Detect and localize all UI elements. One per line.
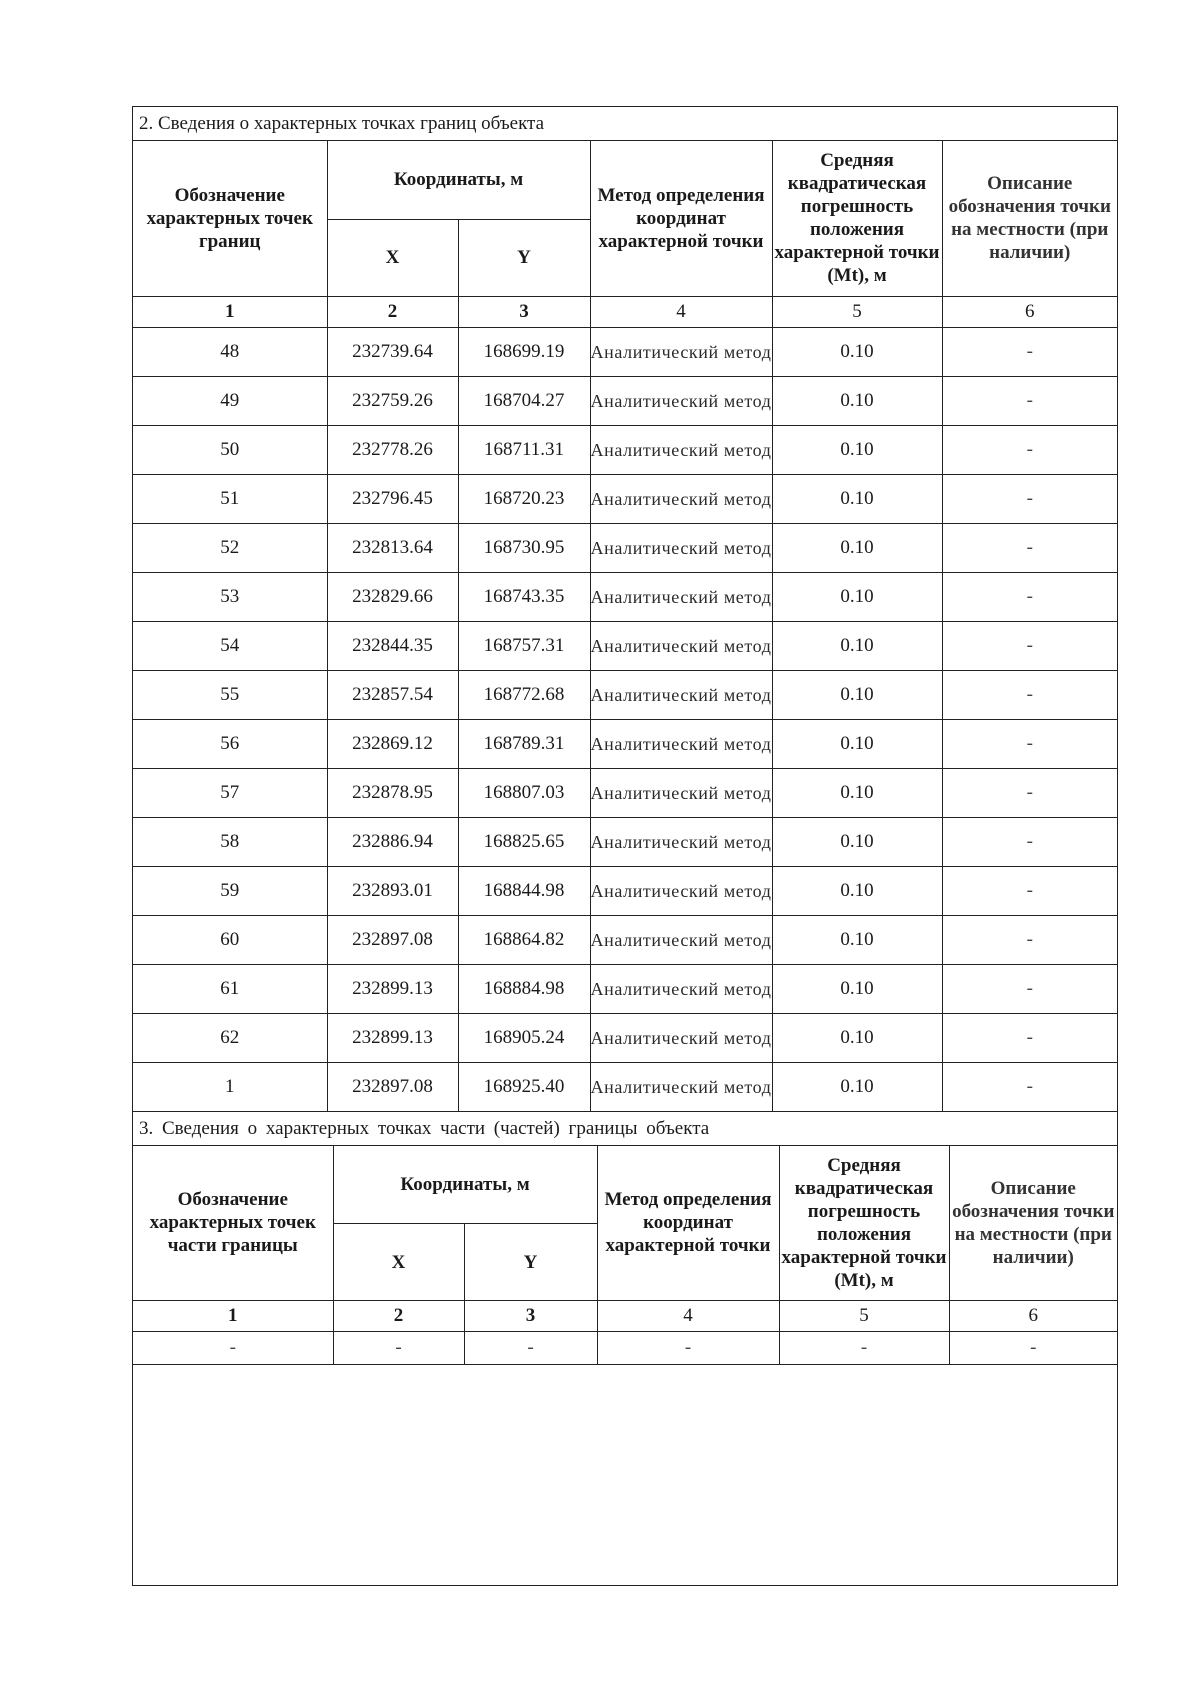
x-coordinate-cell: 232844.35 bbox=[327, 621, 458, 670]
x-coordinate-cell: 232813.64 bbox=[327, 523, 458, 572]
header-coords: Координаты, м bbox=[327, 141, 590, 219]
col-number: 5 bbox=[779, 1301, 949, 1332]
error-cell: 0.10 bbox=[772, 523, 942, 572]
table-row bbox=[133, 1013, 1117, 1062]
col-number: 4 bbox=[597, 1301, 779, 1332]
header-x: X bbox=[327, 219, 458, 296]
x-coordinate-cell: 232829.66 bbox=[327, 572, 458, 621]
method-cell: Аналитический метод bbox=[590, 719, 772, 768]
error-cell: 0.10 bbox=[772, 670, 942, 719]
error-cell: 0.10 bbox=[772, 964, 942, 1013]
table-row bbox=[133, 572, 1117, 621]
header-designation: Обозначение характерных точек границ bbox=[133, 141, 327, 296]
col-number: 5 bbox=[772, 296, 942, 327]
x-coordinate-cell: 232796.45 bbox=[327, 474, 458, 523]
error-cell: 0.10 bbox=[772, 768, 942, 817]
method-cell: Аналитический метод bbox=[590, 572, 772, 621]
header-error: Средняя квадратическая погрешность положения характерной точки (Mt), м bbox=[779, 1146, 949, 1301]
x-coordinate-cell: 232893.01 bbox=[327, 866, 458, 915]
header-method: Метод определения координат характерной точки bbox=[590, 141, 772, 296]
method-cell: Аналитический метод bbox=[590, 327, 772, 376]
description-cell: - bbox=[942, 670, 1117, 719]
method-cell: Аналитический метод bbox=[590, 817, 772, 866]
point-number-cell: 59 bbox=[133, 866, 327, 915]
error-cell: 0.10 bbox=[772, 915, 942, 964]
header-designation: Обозначение характерных точек части границы bbox=[133, 1146, 333, 1301]
header-description: Описание обозначения точки на местности (при наличии) bbox=[949, 1146, 1117, 1301]
col-number: 2 bbox=[333, 1301, 464, 1332]
point-number-cell: 52 bbox=[133, 523, 327, 572]
table-row bbox=[133, 1332, 1117, 1365]
error-cell: 0.10 bbox=[772, 1013, 942, 1062]
y-coordinate-cell: 168704.27 bbox=[458, 376, 590, 425]
point-number-cell: 62 bbox=[133, 1013, 327, 1062]
description-cell: - bbox=[942, 866, 1117, 915]
point-number-cell: 56 bbox=[133, 719, 327, 768]
x-coordinate-cell: 232897.08 bbox=[327, 1062, 458, 1111]
error-cell: 0.10 bbox=[772, 425, 942, 474]
y-coordinate-cell: 168711.31 bbox=[458, 425, 590, 474]
description-cell: - bbox=[942, 719, 1117, 768]
y-coordinate-cell: 168720.23 bbox=[458, 474, 590, 523]
method-cell: Аналитический метод bbox=[590, 964, 772, 1013]
point-number-cell: 58 bbox=[133, 817, 327, 866]
x-coordinate-cell: 232869.12 bbox=[327, 719, 458, 768]
y-coordinate-cell: 168743.35 bbox=[458, 572, 590, 621]
table-row bbox=[133, 964, 1117, 1013]
description-cell: - bbox=[942, 474, 1117, 523]
method-cell: Аналитический метод bbox=[590, 670, 772, 719]
point-number-cell: 1 bbox=[133, 1062, 327, 1111]
error-cell: 0.10 bbox=[772, 474, 942, 523]
header-y: Y bbox=[458, 219, 590, 296]
method-cell: Аналитический метод bbox=[590, 768, 772, 817]
method-cell: Аналитический метод bbox=[590, 1013, 772, 1062]
table-row bbox=[133, 1062, 1117, 1111]
y-coordinate-cell: 168905.24 bbox=[458, 1013, 590, 1062]
table-row bbox=[133, 866, 1117, 915]
y-coordinate-cell: 168757.31 bbox=[458, 621, 590, 670]
table-row bbox=[133, 621, 1117, 670]
table-row bbox=[133, 915, 1117, 964]
method-cell: Аналитический метод bbox=[590, 474, 772, 523]
section-2-table bbox=[133, 141, 1117, 1112]
point-number-cell: 50 bbox=[133, 425, 327, 474]
section-3-title: 3. Сведения о характерных точках части (частей) границы объекта bbox=[133, 1112, 1117, 1146]
description-cell: - bbox=[949, 1332, 1117, 1365]
x-coordinate-cell: 232899.13 bbox=[327, 964, 458, 1013]
y-coordinate-cell: - bbox=[464, 1332, 597, 1365]
col-number: 2 bbox=[327, 296, 458, 327]
y-coordinate-cell: 168864.82 bbox=[458, 915, 590, 964]
error-cell: 0.10 bbox=[772, 817, 942, 866]
col-number: 4 bbox=[590, 296, 772, 327]
point-number-cell: - bbox=[133, 1332, 333, 1365]
error-cell: 0.10 bbox=[772, 621, 942, 670]
error-cell: 0.10 bbox=[772, 866, 942, 915]
x-coordinate-cell: 232739.64 bbox=[327, 327, 458, 376]
y-coordinate-cell: 168825.65 bbox=[458, 817, 590, 866]
description-cell: - bbox=[942, 425, 1117, 474]
x-coordinate-cell: 232759.26 bbox=[327, 376, 458, 425]
y-coordinate-cell: 168772.68 bbox=[458, 670, 590, 719]
table-row bbox=[133, 719, 1117, 768]
x-coordinate-cell: 232778.26 bbox=[327, 425, 458, 474]
point-number-cell: 55 bbox=[133, 670, 327, 719]
y-coordinate-cell: 168699.19 bbox=[458, 327, 590, 376]
point-number-cell: 49 bbox=[133, 376, 327, 425]
table-row bbox=[133, 523, 1117, 572]
col-number: 1 bbox=[133, 1301, 333, 1332]
col-number: 6 bbox=[949, 1301, 1117, 1332]
section-2 bbox=[133, 107, 1117, 1112]
error-cell: 0.10 bbox=[772, 376, 942, 425]
x-coordinate-cell: 232899.13 bbox=[327, 1013, 458, 1062]
error-cell: 0.10 bbox=[772, 327, 942, 376]
point-number-cell: 54 bbox=[133, 621, 327, 670]
col-number: 3 bbox=[464, 1301, 597, 1332]
header-method: Метод определения координат характерной точки bbox=[597, 1146, 779, 1301]
table-row bbox=[133, 425, 1117, 474]
x-coordinate-cell: 232857.54 bbox=[327, 670, 458, 719]
table-row bbox=[133, 474, 1117, 523]
point-number-cell: 60 bbox=[133, 915, 327, 964]
error-cell: 0.10 bbox=[772, 572, 942, 621]
description-cell: - bbox=[942, 572, 1117, 621]
description-cell: - bbox=[942, 621, 1117, 670]
y-coordinate-cell: 168925.40 bbox=[458, 1062, 590, 1111]
description-cell: - bbox=[942, 817, 1117, 866]
description-cell: - bbox=[942, 376, 1117, 425]
method-cell: Аналитический метод bbox=[590, 376, 772, 425]
y-coordinate-cell: 168789.31 bbox=[458, 719, 590, 768]
method-cell: Аналитический метод bbox=[590, 915, 772, 964]
x-coordinate-cell: 232878.95 bbox=[327, 768, 458, 817]
description-cell: - bbox=[942, 1013, 1117, 1062]
point-number-cell: 61 bbox=[133, 964, 327, 1013]
description-cell: - bbox=[942, 964, 1117, 1013]
description-cell: - bbox=[942, 1062, 1117, 1111]
x-coordinate-cell: - bbox=[333, 1332, 464, 1365]
point-number-cell: 53 bbox=[133, 572, 327, 621]
header-description: Описание обозначения точки на местности (при наличии) bbox=[942, 141, 1117, 296]
description-cell: - bbox=[942, 327, 1117, 376]
point-number-cell: 57 bbox=[133, 768, 327, 817]
section-2-title: 2. Сведения о характерных точках границ объекта bbox=[133, 107, 1117, 141]
table-row bbox=[133, 327, 1117, 376]
table-row bbox=[133, 376, 1117, 425]
column-numbers-row bbox=[133, 1301, 1117, 1332]
error-cell: 0.10 bbox=[772, 1062, 942, 1111]
y-coordinate-cell: 168884.98 bbox=[458, 964, 590, 1013]
section-3-table bbox=[133, 1146, 1117, 1366]
table-row bbox=[133, 670, 1117, 719]
description-cell: - bbox=[942, 768, 1117, 817]
x-coordinate-cell: 232886.94 bbox=[327, 817, 458, 866]
col-number: 6 bbox=[942, 296, 1117, 327]
y-coordinate-cell: 168730.95 bbox=[458, 523, 590, 572]
method-cell: - bbox=[597, 1332, 779, 1365]
method-cell: Аналитический метод bbox=[590, 866, 772, 915]
error-cell: 0.10 bbox=[772, 719, 942, 768]
method-cell: Аналитический метод bbox=[590, 1062, 772, 1111]
header-x: X bbox=[333, 1224, 464, 1301]
x-coordinate-cell: 232897.08 bbox=[327, 915, 458, 964]
col-number: 3 bbox=[458, 296, 590, 327]
method-cell: Аналитический метод bbox=[590, 425, 772, 474]
header-error: Средняя квадратическая погрешность положения характерной точки (Mt), м bbox=[772, 141, 942, 296]
y-coordinate-cell: 168807.03 bbox=[458, 768, 590, 817]
description-cell: - bbox=[942, 915, 1117, 964]
col-number: 1 bbox=[133, 296, 327, 327]
y-coordinate-cell: 168844.98 bbox=[458, 866, 590, 915]
error-cell: - bbox=[779, 1332, 949, 1365]
column-numbers-row bbox=[133, 296, 1117, 327]
table-row bbox=[133, 768, 1117, 817]
header-coords: Координаты, м bbox=[333, 1146, 597, 1224]
section-3 bbox=[133, 1112, 1117, 1366]
method-cell: Аналитический метод bbox=[590, 621, 772, 670]
point-number-cell: 51 bbox=[133, 474, 327, 523]
table-row bbox=[133, 817, 1117, 866]
point-number-cell: 48 bbox=[133, 327, 327, 376]
description-cell: - bbox=[942, 523, 1117, 572]
document-frame bbox=[132, 106, 1118, 1586]
method-cell: Аналитический метод bbox=[590, 523, 772, 572]
header-y: Y bbox=[464, 1224, 597, 1301]
